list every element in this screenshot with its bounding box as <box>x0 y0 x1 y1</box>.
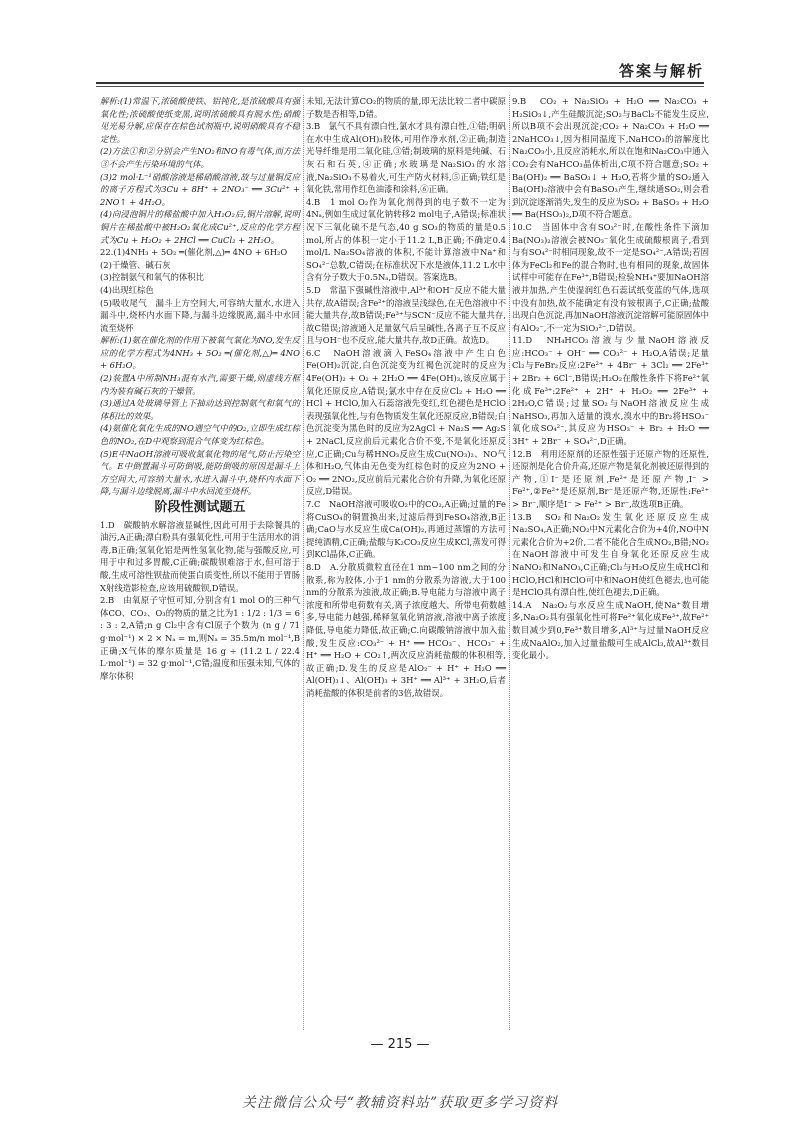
column-left <box>100 95 300 682</box>
column-divider <box>303 95 304 1030</box>
paragraph: 13.B SO₂和Na₂O₂发生氧化还原反应生成Na₂SO₄,A正确;NO₂中N元素化合价为+4价,NO中N元素化合价为+2价,二者不能化合生成NO₂,B错;NO₂在NaOH溶液中可发生自身氧化还原反应生成NaNO₂和NaNO₃,C正确;Cl₂与H₂O反应生成HCl和HClO,HCl和HClO可中和NaOH使红色褪去,也可能是HClO具有漂白性,使红色褪去,D正确。 <box>512 511 709 598</box>
paragraph: (3)控制氨气和氧气的体积比 <box>100 272 204 283</box>
paragraph: (5)吸收尾气 漏斗上方空间大,可容纳大量水,水进入漏斗中,烧杯内水面下降,与漏斗边缘脱离,漏斗中水回流至烧杯 <box>100 297 300 333</box>
paragraph: 解析:(1)常温下,浓硫酸使铁、铝钝化,是浓硫酸具有强氧化性;浓硫酸使纸变黑,说明浓硫酸具有脱水性;硝酸见光易分解,应保存在棕色试剂瓶中,说明硝酸具有不稳定性。 <box>100 96 300 144</box>
paragraph: 12.B 利用还原剂的还原性强于还原产物的还原性,还原剂是化合价升高,还原产物是氧化剂被还原得到的产物,①I⁻是还原剂,Fe²⁺是还原产物,I⁻ > Fe²⁺,②Fe²⁺是还原剂,Br⁻是还原产物,还原性:Fe²⁺ > Br⁻,顺序是I⁻ > Fe²⁺ > Br⁻,故选项B正确。 <box>512 448 709 509</box>
header-title: 答案与解析 <box>618 62 704 80</box>
header-rule <box>96 82 704 84</box>
paragraph: (4)向浸泡铜片的稀盐酸中加入H₂O₂后,铜片溶解,说明铜片在稀盐酸中被H₂O₂氧化成Cu²⁺,反应的化学方程式为Cu + H₂O₂ + 2HCl ══ CuCl₂ + 2H₂O。 <box>100 209 300 245</box>
footer-note: 关注微信公众号“教辅资料站”获取更多学习资料 <box>241 1095 559 1111</box>
paragraph: 8.D A.分散质微粒直径在1 nm~100 nm之间的分散系,称为胶体,小于1 nm的分散系为溶液,大于100 nm的分散系为浊液,故正确;B.导电能力与溶液中离子浓度和所带电荷数有关,离子浓度越大、所带电荷数越多,导电能力越强,稀释氢氧化钠溶液,溶液中离子浓度降低,导电能力降低,故正确;C.向碳酸钠溶液中加入盐酸,发生反应:CO₃²⁻ + H⁺ ══ HCO₃⁻、HCO₃⁻ + H⁺ ══ H₂O + CO₂↑,两次反应消耗盐酸的体积相等,故正确;D.发生的反应是AlO₂⁻ + H⁺ + H₂O ══ Al(OH)₃↓、Al(OH)₃ + 3H⁺ ══ Al³⁺ + 3H₂O,后者消耗盐酸的体积是前者的3倍,故错误。 <box>306 561 506 698</box>
paragraph: (4)出现红棕色 <box>100 284 154 295</box>
page-number: — 215 — <box>370 1037 430 1052</box>
paragraph: 解析:(1)氨在催化剂的作用下被氧气氧化为NO,发生反应的化学方程式为4NH₃ + 5O₂ ═(催化剂,△)═ 4NO + 6H₂O。 <box>100 335 300 371</box>
paragraph: 9.B CO₂ + Na₂SiO₃ + H₂O ══ Na₂CO₃ + H₂SiO₃↓,产生硅酸沉淀;SO₂与BaCl₂不能发生反应,所以B项不会出现沉淀;CO₂ + Na₂CO₃ + H₂O ══ 2NaHCO₃↓,因为相同温度下,NaHCO₃的溶解度比Na₂CO₃小,且反应消耗水,所以在饱和Na₂CO₃中通入CO₂会有NaHCO₃晶体析出,C项不符合题意;SO₂ + Ba(OH)₂ ══ BaSO₃↓ + H₂O,若将少量的SO₂通入Ba(OH)₂溶液中会有BaSO₃产生,继续通SO₂,则会看到沉淀逐渐消失,发生的反应为SO₂ + BaSO₃ + H₂O ══ Ba(HSO₃)₂,D项不符合题意。 <box>512 96 709 220</box>
paragraph: 14.A Na₂O₂与水反应生成NaOH,使Na⁺数目增多,Na₂O₂具有强氧化性可将Fe²⁺氧化成Fe³⁺,故Fe²⁺数目减少到0,Fe³⁺数目增多,Al³⁺与过量NaOH反应生成NaAlO₂,加入过量盐酸可生成AlCl₃,故Al³⁺数目变化最小。 <box>512 599 709 661</box>
column-right <box>512 95 709 662</box>
paragraph: (2)方法①和②分别会产生NO₂和NO有毒气体,而方法③不会产生污染环境的气体。 <box>100 146 300 169</box>
paragraph: (5)E中NaOH溶液可吸收氮氧化物的尾气,防止污染空气。E中倒置漏斗可防倒吸,能防倒吸的原因是漏斗上方空间大,可容纳大量水,水进入漏斗中,烧杯内水面下降,与漏斗边缘脱离,漏斗中水回流至烧杯。 <box>100 448 300 497</box>
header-rule-thin <box>96 86 704 87</box>
column-middle <box>306 95 506 700</box>
page-header <box>96 60 704 82</box>
paragraph: 3.B 氯气不具有漂白性,氯水才具有漂白性,①错;明矾在水中生成Al(OH)₃胶体,可用作净水剂,②正确;制造光导纤维是用二氧化硅,③错;制玻璃的原料是纯碱、石灰石和石英,④正确;水玻璃是Na₂SiO₃的水溶液,Na₂SiO₃不易着火,可生产防火材料,⑤正确;铁红是氧化铁,常用作红色油漆和涂料,⑥正确。 <box>306 121 506 195</box>
column-divider <box>509 95 510 1030</box>
paragraph: (2)干燥管、碱石灰 <box>100 259 171 270</box>
paragraph: 1.D 碳酸钠水解溶液显碱性,因此可用于去除餐具的油污,A正确;漂白粉具有强氧化性,可用于生活用水的消毒,B正确;氢氧化铝是两性氢氧化物,能与强酸反应,可用于中和过多胃酸,C正确;碳酸钡难溶于水,但可溶于酸,生成可溶性钡盐而使蛋白质变性,所以不能用于胃肠X射线造影检查,应该用硫酸钡,D错误。 <box>100 519 300 593</box>
paragraph: (3)2 mol·L⁻¹硝酸溶液是稀硝酸溶液,故与过量铜反应的离子方程式为3Cu + 8H⁺ + 2NO₃⁻ ══ 3Cu²⁺ + 2NO↑ + 4H₂O。 <box>100 171 300 207</box>
paragraph: 22.(1)4NH₃ + 5O₂ ═(催化剂,△)═ 4NO + 6H₂O <box>100 247 288 258</box>
paragraph: 5.D 常温下强碱性溶液中,Al³⁺和OH⁻反应不能大量共存,故A错误;含Fe²⁺的溶液呈浅绿色,在无色溶液中不能大量共存,故B错误;Fe³⁺与SCN⁻反应不能大量共存,故C错误;溶液通入足量氨气后呈碱性,各离子互不反应且与OH⁻也不反应,能大量共存,故D正确。故选D。 <box>306 284 506 346</box>
paragraph: 2.B 由氧原子守恒可知,分别含有1 mol O的三种气体CO、CO₂、O₃的物质的量之比为1 : 1/2 : 1/3 = 6 : 3 : 2,A错;n g Cl₂中含有Cl原子个数为 (n g / 71 g·mol⁻¹) × 2 × Nₐ = m,则Nₐ = 35.5m/n mol⁻¹,B正确;X气体的摩尔质量是 16 g ÷ (11.2 L / 22.4 L·mol⁻¹) = 32 g·mol⁻¹,C错;温度和压强未知,气体的摩尔体积 <box>100 595 300 681</box>
paragraph: (4)氨催化氧化生成的NO遇空气中的O₂,立即生成红棕色的NO₂,在D中观察到混合气体变为红棕色。 <box>100 423 300 447</box>
paragraph: 4.B 1 mol O₂作为氧化剂得到的电子数不一定为4Nₐ,例如生成过氧化钠转移2 mol电子,A错误;标准状况下三氧化硫不是气态,40 g SO₃的物质的量是0.5 mol,所占的体积一定小于11.2 L,B正确;不确定0.4 mol/L Na₂SO₄溶液的体积,不能计算溶液中Na⁺和SO₄²⁻总数,C错误;在标准状况下水是液体,11.2 L水中含有分子数大于0.5Nₐ,D错误。答案选B。 <box>306 196 506 283</box>
paragraph: (2)装置A中所制NH₃混有水汽,需要干燥,则虚线方框内为装有碱石灰的干燥管。 <box>100 373 300 396</box>
paragraph: 11.D NH₄HCO₃溶液与少量NaOH溶液反应:HCO₃⁻ + OH⁻ ══ CO₃²⁻ + H₂O,A错误;足量Cl₂与FeBr₂反应:2Fe²⁺ + 4Br⁻ + 3Cl₂ ══ 2Fe³⁺ + 2Br₂ + 6Cl⁻,B错误;H₂O₂在酸性条件下将Fe²⁺氧化成Fe³⁺:2Fe²⁺ + 2H⁺ + H₂O₂ ══ 2Fe³⁺ + 2H₂O,C错误;过量SO₂与NaOH溶液反应生成NaHSO₃,再加入适量的溴水,溴水中的Br₂将HSO₃⁻氧化成SO₄²⁻,其反应为HSO₃⁻ + Br₂ + H₂O ══ 3H⁺ + 2Br⁻ + SO₄²⁻,D正确。 <box>512 335 709 447</box>
paragraph: 6.C NaOH溶液滴入FeSO₄溶液中产生白色Fe(OH)₂沉淀,白色沉淀变为红褐色沉淀时的反应为4Fe(OH)₂ + O₂ + 2H₂O ══ 4Fe(OH)₃,该反应属于氧化还原反应,A错误;氯水中存在反应Cl₂ + H₂O ══ HCl + HClO,加入石蕊溶液先变红,红色褪色是HClO表现强氧化性,与有色物质发生氧化还原反应,B错误;白色沉淀变为黑色时的反应为2AgCl + Na₂S ══ Ag₂S + 2NaCl,反应前后元素化合价不变,不是氧化还原反应,C正确;Cu与稀HNO₃反应生成Cu(NO₃)₂、NO气体和H₂O,气体由无色变为红棕色时的反应为2NO + O₂ ══ 2NO₂,反应前后元素化合价有升降,为氧化还原反应,D错误。 <box>306 347 506 497</box>
paragraph: 未知,无法计算CO₂的物质的量,即无法比较二者中碳原子数是否相等,D错。 <box>306 96 506 119</box>
paragraph: (3)通过A处玻璃导管上下抽动达到控制氨气和氧气的体积比的效果。 <box>100 398 300 421</box>
paragraph: 7.C NaOH溶液可吸收O₂中的CO₂,A正确;过量的Fe将CuSO₄的铜置换出来,过滤后得到FeSO₄溶液,B正确;CaO与水反应生成Ca(OH)₂,再通过蒸馏的方法可提纯酒精,C正确;盐酸与K₂CO₃反应生成KCl,蒸发可得到KCl晶体,C正确。 <box>306 499 506 560</box>
section-title: 阶段性测试题五 <box>154 500 246 515</box>
paragraph: 10.C 当固体中含有SO₃²⁻时,在酸性条件下滴加Ba(NO₃)₂溶液会被NO₃⁻氧化生成硫酸根离子,看到与有SO₄²⁻时相同现象,故不一定是SO₄²⁻,A错误;若固体为FeCl₂和Fe的混合物时,也有相同的现象,故固体试样中可能存在Fe³⁺,B错误;检验NH₄⁺要加NaOH溶液并加热,产生使湿润红色石蕊试纸变蓝的气体,选项中没有加热,故不能确定有没有铵根离子,C正确;盐酸出现白色沉淀,再加NaOH溶液沉淀溶解可能原固体中有AlO₂⁻,不一定为SiO₃²⁻,D错误。 <box>512 221 709 333</box>
